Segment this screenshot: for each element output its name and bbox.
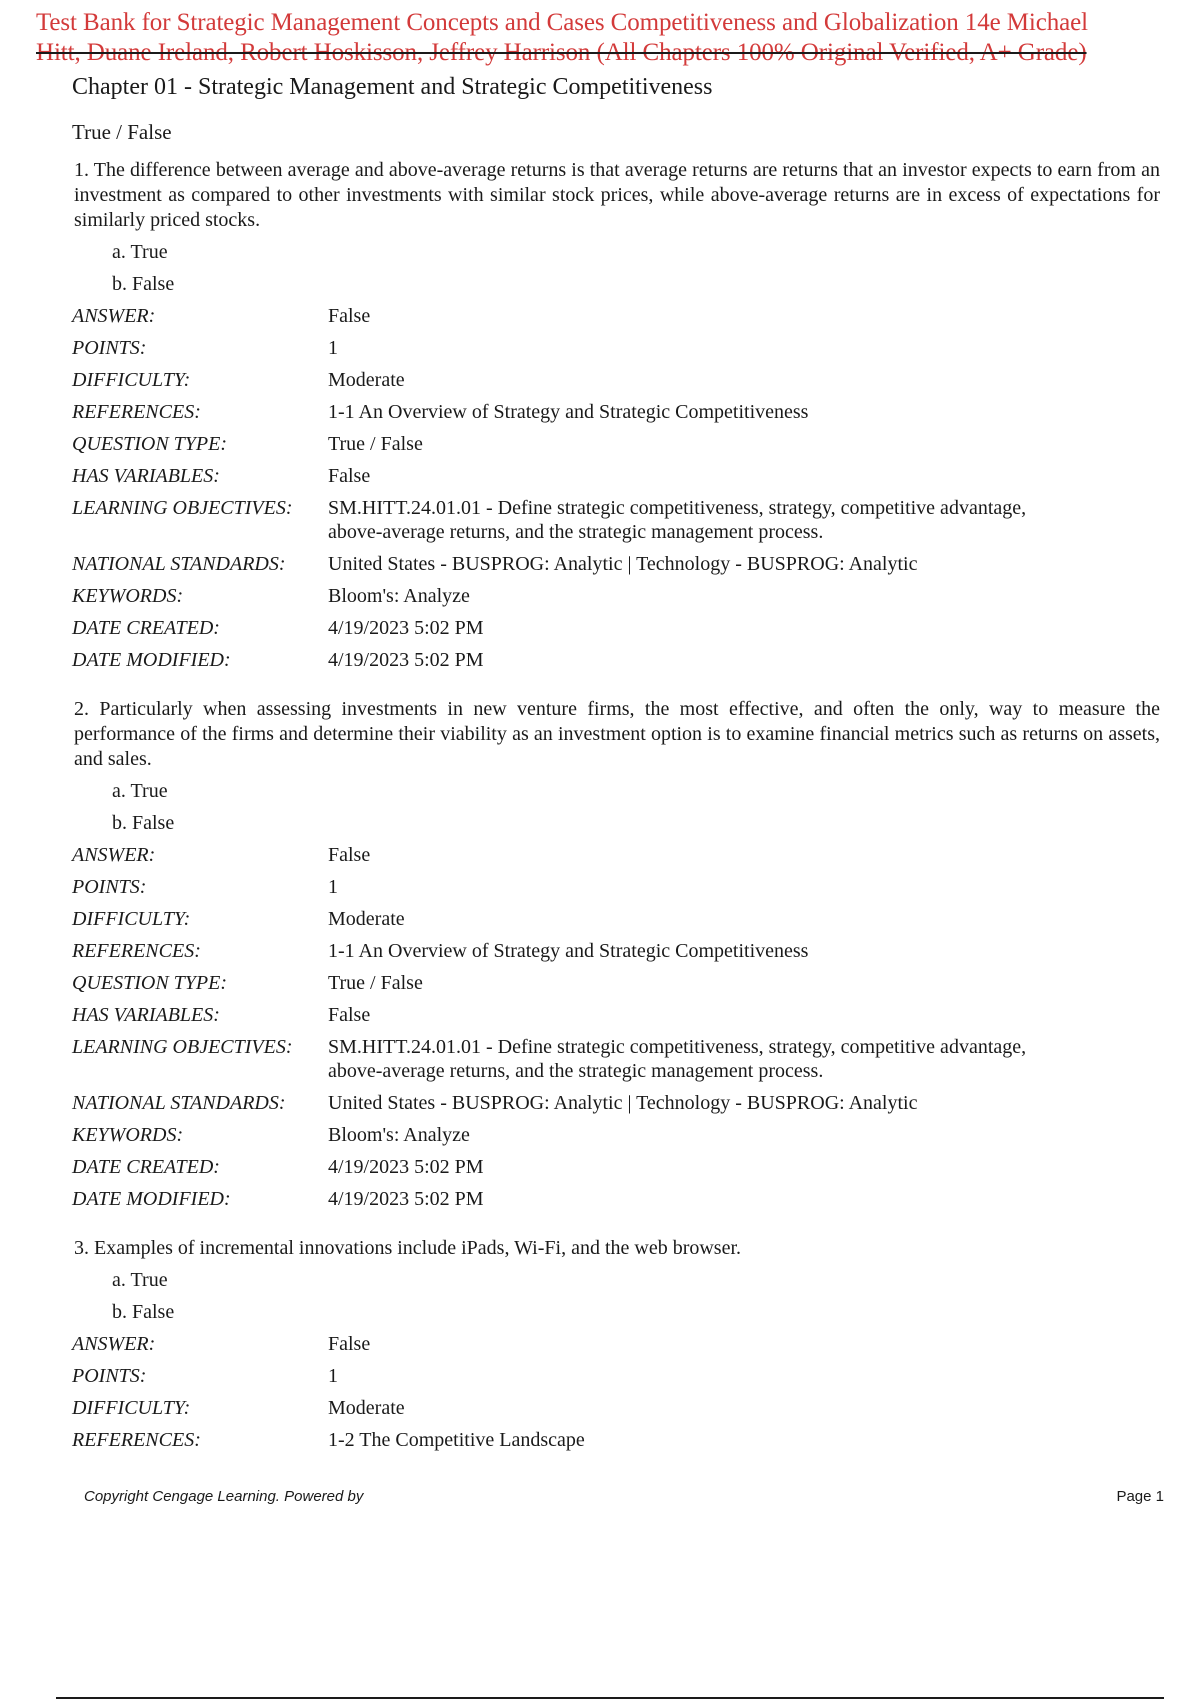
difficulty-label: DIFFICULTY: [72,1397,191,1419]
answer-value: False [328,844,371,866]
difficulty-value: Moderate [328,369,405,391]
choice-false: b. False [112,273,175,295]
date-modified-value: 4/19/2023 5:02 PM [328,649,484,671]
question-type-label: QUESTION TYPE: [72,972,228,994]
date-created-label: DATE CREATED: [72,617,220,639]
points-value: 1 [328,876,338,898]
references-value: 1-1 An Overview of Strategy and Strategic Competitiveness [328,940,809,962]
answer-label: ANSWER: [72,844,156,866]
question-text: 1. The difference between average and above-average returns is that average returns are returns that an investor expects to earn from an investment as compared to other investments with similar stock prices, while above-average returns are in excess of expectations for similarly priced stocks. [74,159,1160,231]
references-value: 1-2 The Competitive Landscape [328,1429,585,1451]
points-value: 1 [328,337,338,359]
references-label: REFERENCES: [72,401,201,423]
learning-objectives-value: SM.HITT.24.01.01 - Define strategic competitiveness, strategy, competitive advantage, above-average returns, and the strategic management process. [328,497,1027,543]
bottom-divider [56,1697,1164,1699]
question-3 [72,1236,1160,1456]
date-created-value: 4/19/2023 5:02 PM [328,617,484,639]
difficulty-label: DIFFICULTY: [72,908,191,930]
answer-label: ANSWER: [72,305,156,327]
chapter-title: Chapter 01 - Strategic Management and Strategic Competitiveness [72,74,713,100]
keywords-label: KEYWORDS: [72,1124,184,1146]
date-created-value: 4/19/2023 5:02 PM [328,1156,484,1178]
choice-true: a. True [112,1269,168,1291]
answer-value: False [328,305,371,327]
keywords-value: Bloom's: Analyze [328,1124,470,1146]
references-value: 1-1 An Overview of Strategy and Strategic Competitiveness [328,401,809,423]
has-variables-value: False [328,1004,371,1026]
points-value: 1 [328,1365,338,1387]
question-2 [72,697,1160,1215]
banner-line-1: Test Bank for Strategic Management Concepts and Cases Competitiveness and Globalization 14e Michael [36,9,1088,36]
learning-objectives-label: LEARNING OBJECTIVES: [72,497,293,519]
difficulty-value: Moderate [328,908,405,930]
national-standards-label: NATIONAL STANDARDS: [72,1092,286,1114]
choice-true: a. True [112,241,168,263]
has-variables-value: False [328,465,371,487]
copyright-footer: Copyright Cengage Learning. Powered by [84,1488,364,1505]
answer-label: ANSWER: [72,1333,156,1355]
answer-value: False [328,1333,371,1355]
difficulty-value: Moderate [328,1397,405,1419]
references-label: REFERENCES: [72,1429,201,1451]
national-standards-label: NATIONAL STANDARDS: [72,553,286,575]
points-label: POINTS: [72,1365,147,1387]
national-standards-value: United States - BUSPROG: Analytic | Technology - BUSPROG: Analytic [328,1092,918,1114]
question-metadata [72,300,1160,676]
choice-false: b. False [112,1301,175,1323]
date-modified-value: 4/19/2023 5:02 PM [328,1188,484,1210]
question-type-value: True / False [328,972,423,994]
references-label: REFERENCES: [72,940,201,962]
has-variables-label: HAS VARIABLES: [72,1004,220,1026]
keywords-value: Bloom's: Analyze [328,585,470,607]
learning-objectives-value: SM.HITT.24.01.01 - Define strategic competitiveness, strategy, competitive advantage, above-average returns, and the strategic management process. [328,1036,1027,1082]
keywords-label: KEYWORDS: [72,585,184,607]
question-type-value: True / False [328,433,423,455]
choice-false: b. False [112,812,175,834]
banner-line-2: Hitt, Duane Ireland, Robert Hoskisson, Jeffrey Harrison (All Chapters 100% Original Verified, A+ Grade) [36,39,1087,66]
has-variables-label: HAS VARIABLES: [72,465,220,487]
question-1 [72,158,1160,676]
question-text: 3. Examples of incremental innovations include iPads, Wi-Fi, and the web browser. [74,1237,742,1259]
section-title: True / False [72,120,172,144]
page-number: Page 1 [1116,1488,1164,1505]
date-modified-label: DATE MODIFIED: [72,649,231,671]
question-metadata [72,1328,1160,1456]
points-label: POINTS: [72,876,147,898]
question-text: 2. Particularly when assessing investments in new venture firms, the most effective, and often the only, way to measure the performance of the firms and determine their viability as an investment option is to examine financial metrics such as returns on assets, and sales. [74,698,1160,770]
question-type-label: QUESTION TYPE: [72,433,228,455]
date-modified-label: DATE MODIFIED: [72,1188,231,1210]
document-banner [36,8,1166,68]
national-standards-value: United States - BUSPROG: Analytic | Technology - BUSPROG: Analytic [328,553,918,575]
points-label: POINTS: [72,337,147,359]
difficulty-label: DIFFICULTY: [72,369,191,391]
choice-true: a. True [112,780,168,802]
question-metadata [72,839,1160,1215]
learning-objectives-label: LEARNING OBJECTIVES: [72,1036,293,1058]
date-created-label: DATE CREATED: [72,1156,220,1178]
